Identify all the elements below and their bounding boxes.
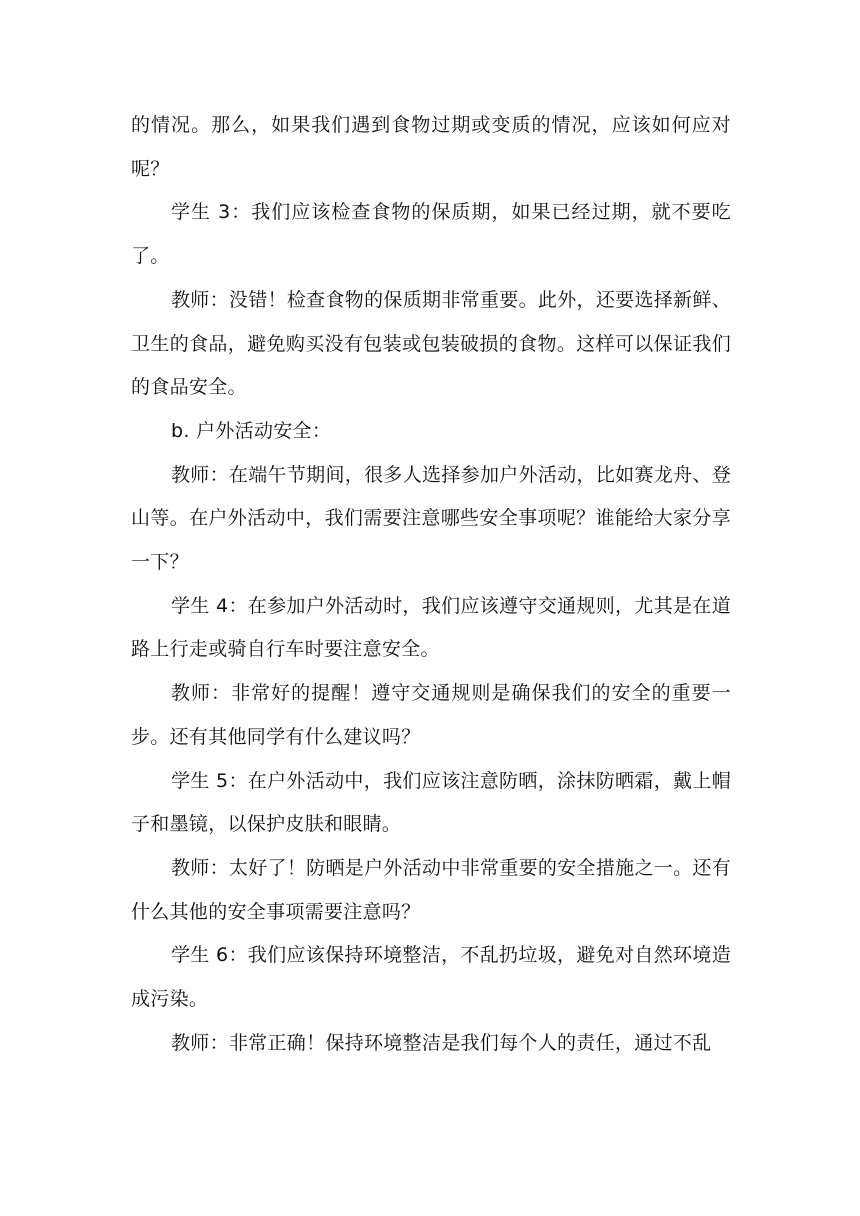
paragraph-student-5: 学生 5：在户外活动中，我们应该注意防晒，涂抹防晒霜，戴上帽子和墨镜，以保护皮肤和眼睛。	[131, 769, 731, 836]
section-heading-outdoor-safety: b. 户外活动安全：	[171, 419, 332, 442]
paragraph-teacher-sunscreen: 教师：太好了！防晒是户外活动中非常重要的安全措施之一。还有什么其他的安全事项需要注意吗？	[131, 856, 731, 923]
paragraph-student-6: 学生 6：我们应该保持环境整洁，不乱扔垃圾，避免对自然环境造成污染。	[131, 944, 731, 1011]
paragraph-student-4: 学生 4：在参加户外活动时，我们应该遵守交通规则，尤其是在道路上行走或骑自行车时要注意安全。	[131, 594, 731, 661]
document-body	[131, 104, 731, 1065]
paragraph-teacher-traffic: 教师：非常好的提醒！遵守交通规则是确保我们的安全的重要一步。还有其他同学有什么建议吗？	[131, 682, 731, 748]
paragraph-teacher-environment: 教师：非常正确！保持环境整洁是我们每个人的责任，通过不乱	[171, 1031, 712, 1054]
paragraph-teacher-food-safety: 教师：没错！检查食物的保质期非常重要。此外，还要选择新鲜、卫生的食品，避免购买没有包装或包装破损的食物。这样可以保证我们的食品安全。	[131, 288, 731, 399]
paragraph-student-3: 学生 3：我们应该检查食物的保质期，如果已经过期，就不要吃了。	[131, 201, 731, 268]
paragraph-teacher-outdoor-question: 教师：在端午节期间，很多人选择参加户外活动，比如赛龙舟、登山等。在户外活动中，我们需要注意哪些安全事项呢？谁能给大家分享一下？	[131, 463, 731, 574]
paragraph-continuation: 的情况。那么，如果我们遇到食物过期或变质的情况，应该如何应对呢？	[131, 114, 731, 180]
